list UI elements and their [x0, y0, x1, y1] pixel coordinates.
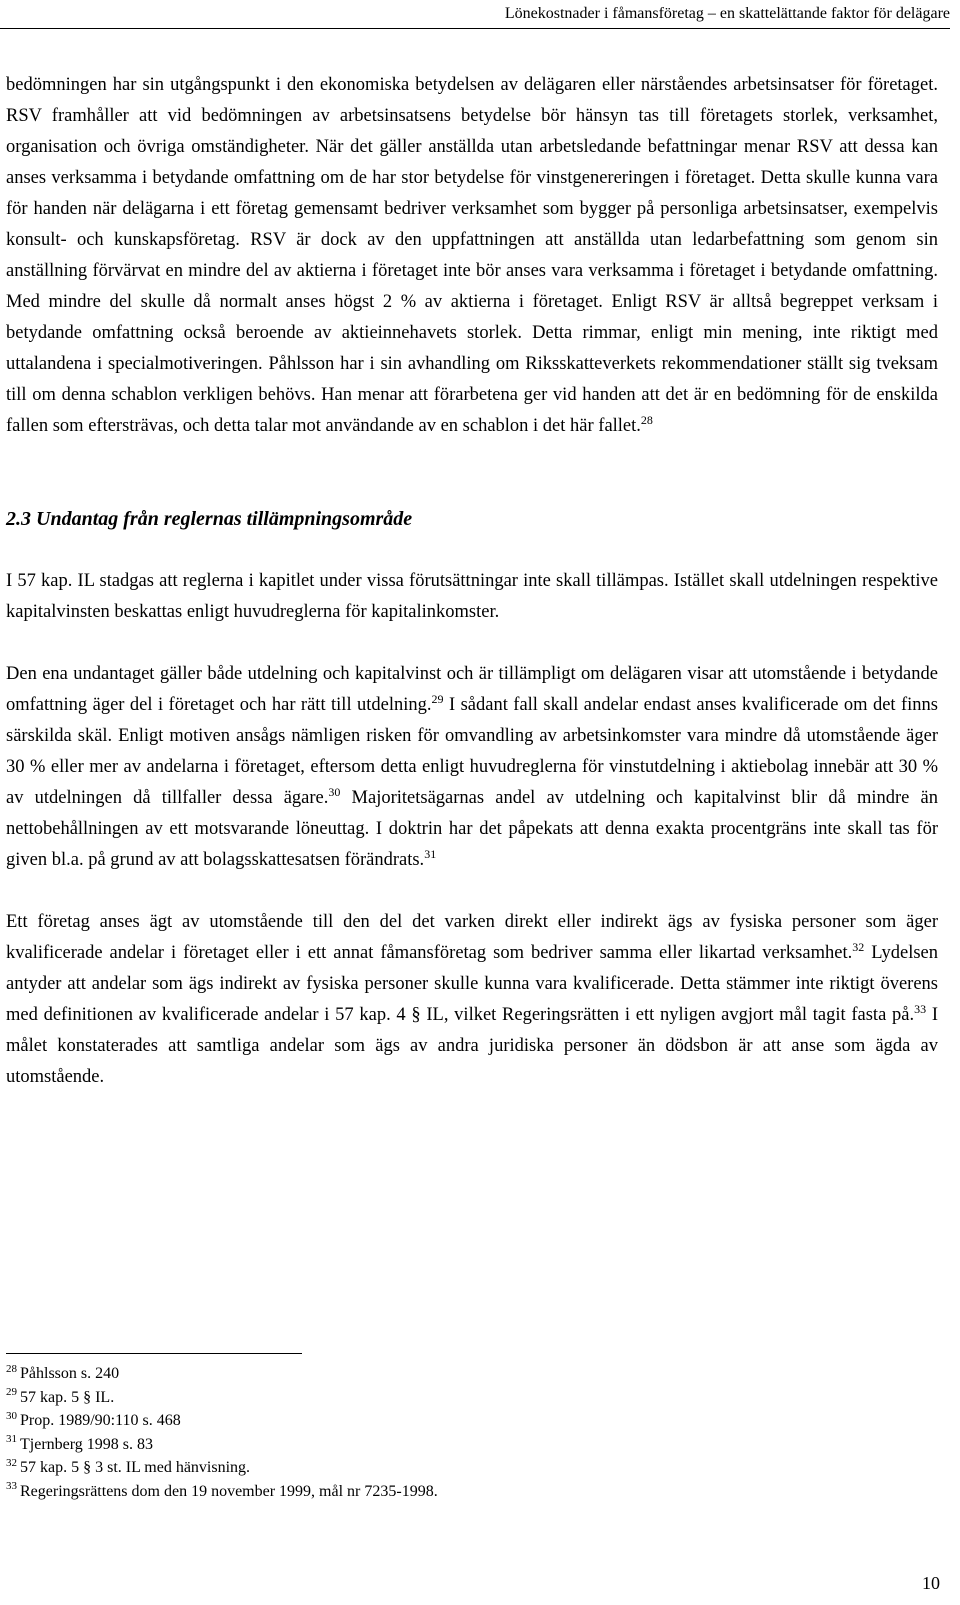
footnote-ref-30[interactable]: 30: [328, 784, 341, 799]
footnote-item: [6, 1433, 806, 1457]
paragraph-3-text-b: I sådant fall skall andelar endast anses kvalificerade om det finns särskilda skäl. Enligt motiven ansågs nämligen risken för omvandling av arbetsinkomster vara mindre då utomstående äger 30 % eller mer av andelarna i företaget, eftersom detta enligt huvudreglerna för vinstutdelning i aktiebolag innebär att 30 % av utdelningen då tillfaller dessa ägare.: [6, 695, 938, 808]
footnote-item: [6, 1362, 806, 1386]
paragraph-4: [6, 907, 938, 1093]
paragraph-3-text-c: Majoritetsägarnas andel av utdelning och kapitalvinst blir då mindre än nettobehållningen av ett motsvarande löneuttag. I doktrin har det påpekats att denna exakta procentgräns inte skall tas för given bl.a. på grund av att bolagsskattesatsen förändrats.: [6, 788, 938, 870]
paragraph-4-text-a: Ett företag anses ägt av utomstående till den del det varken direkt eller indirekt ägs av fysiska personer som äger kvalificerade andelar i företaget eller i ett annat fåmansföretag som bedriver samma eller likartad verksamhet.: [6, 912, 938, 963]
running-header: Lönekostnader i fåmansföretag – en skattelättande faktor för delägare: [504, 5, 950, 22]
paragraph-3-text-a: Den ena undantaget gäller både utdelning och kapitalvinst och är tillämpligt om delägaren visar att utomstående i betydande omfattning äger del i företaget och har rätt till utdelning.: [6, 664, 938, 715]
paragraph-1-text: bedömningen har sin utgångspunkt i den ekonomiska betydelsen av delägaren eller närståendes arbetsinsatser för företaget. RSV framhåller att vid bedömningen av arbetsinsatsens betydelse bör hänsyn tas till företagets storlek, verksamhet, organisation och övriga omständigheter. När det gäller anställda utan arbetsledande befattningar menar RSV att dessa kan anses verksamma i betydande omfattning om de har stor betydelse för vinstgenereringen i företaget. Detta skulle kunna vara för handen när delägarna i ett företag gemensamt bedriver verksamhet som bygger på personliga arbetsinsatser, exempelvis konsult- och kunskapsföretag. RSV är dock av den uppfattningen att anställda utan ledarbefattning som genom sin anställning förvärvat en mindre del av aktierna i företaget inte bör anses vara verksamma i företaget i betydande omfattning. Med mindre del skulle då normalt anses högst 2 % av aktierna i företaget. Enligt RSV är alltså begreppet verksam i betydande omfattning också beroende av aktieinnehavets storlek. Detta rimmar, enligt min mening, inte riktigt med uttalandena i specialmotiveringen. Påhlsson har i sin avhandling om Riksskatteverkets rekommendationer ställt sig tveksam till om denna schablon verkligen behövs. Han menar att förarbetena ger vid handen att det är en bedömning för de enskilda fallen som eftersträvas, och detta talar mot användande av en schablon i det här fallet.: [6, 75, 938, 436]
footnote-ref-33[interactable]: 33: [914, 1001, 927, 1016]
footnote-number: 30: [6, 1409, 17, 1422]
footnote-item: [6, 1480, 806, 1504]
footnote-text: Regeringsrättens dom den 19 november 1999, mål nr 7235-1998.: [20, 1482, 438, 1500]
footnote-number: 29: [6, 1386, 17, 1399]
footnote-ref-28[interactable]: 28: [640, 412, 653, 427]
spacer: [6, 876, 938, 907]
header-rule: [0, 28, 950, 29]
body-text: [6, 70, 938, 1093]
paragraph-4-text-b: Lydelsen antyder att andelar som ägs indirekt av fysiska personer skulle kunna vara kvalificerade. Detta stämmer inte riktigt överens med definitionen av kvalificerade andelar i 57 kap. 4 § IL, vilket Regeringsrätten i ett nyligen avgjort mål tagit fasta på.: [6, 943, 938, 1025]
footnote-text: 57 kap. 5 § IL.: [20, 1388, 115, 1406]
footnote-ref-32[interactable]: 32: [852, 939, 865, 954]
footnote-item: [6, 1456, 806, 1480]
footnote-ref-29[interactable]: 29: [431, 691, 444, 706]
footnote-text: 57 kap. 5 § 3 st. IL med hänvisning.: [20, 1459, 251, 1476]
spacer: [6, 473, 938, 504]
paragraph-1: [6, 70, 938, 442]
page-number: 10: [922, 1573, 940, 1593]
footnote-number: 28: [6, 1362, 17, 1375]
paragraph-2: I 57 kap. IL stadgas att reglerna i kapitlet under vissa förutsättningar inte skall tillämpas. Istället skall utdelningen respektive kapitalvinsten beskattas enligt huvudreglerna för kapitalinkomster.: [6, 571, 938, 622]
footnote-ref-31[interactable]: 31: [424, 846, 437, 861]
spacer: [6, 628, 938, 659]
footnote-number: 32: [6, 1456, 17, 1469]
footnote-separator: [6, 1353, 302, 1354]
footnote-number: 33: [6, 1480, 17, 1493]
footnote-number: 31: [6, 1433, 17, 1446]
paragraph-4-text-c: I målet konstaterades att samtliga andelar som ägs av andra juridiska personer än dödsbon är att anse som ägda av utomstående.: [6, 1005, 938, 1087]
footnote-item: [6, 1409, 806, 1433]
footnote-text: Tjernberg 1998 s. 83: [20, 1435, 154, 1453]
footnote-text: Prop. 1989/90:110 s. 468: [20, 1412, 181, 1429]
spacer: [6, 535, 938, 566]
footnote-list: [6, 1362, 806, 1503]
paragraph-3: [6, 659, 938, 876]
section-heading: 2.3 Undantag från reglernas tillämpningsområde: [6, 508, 413, 530]
spacer: [6, 442, 938, 473]
footnote-text: Påhlsson s. 240: [20, 1365, 120, 1382]
footnote-item: [6, 1386, 806, 1410]
